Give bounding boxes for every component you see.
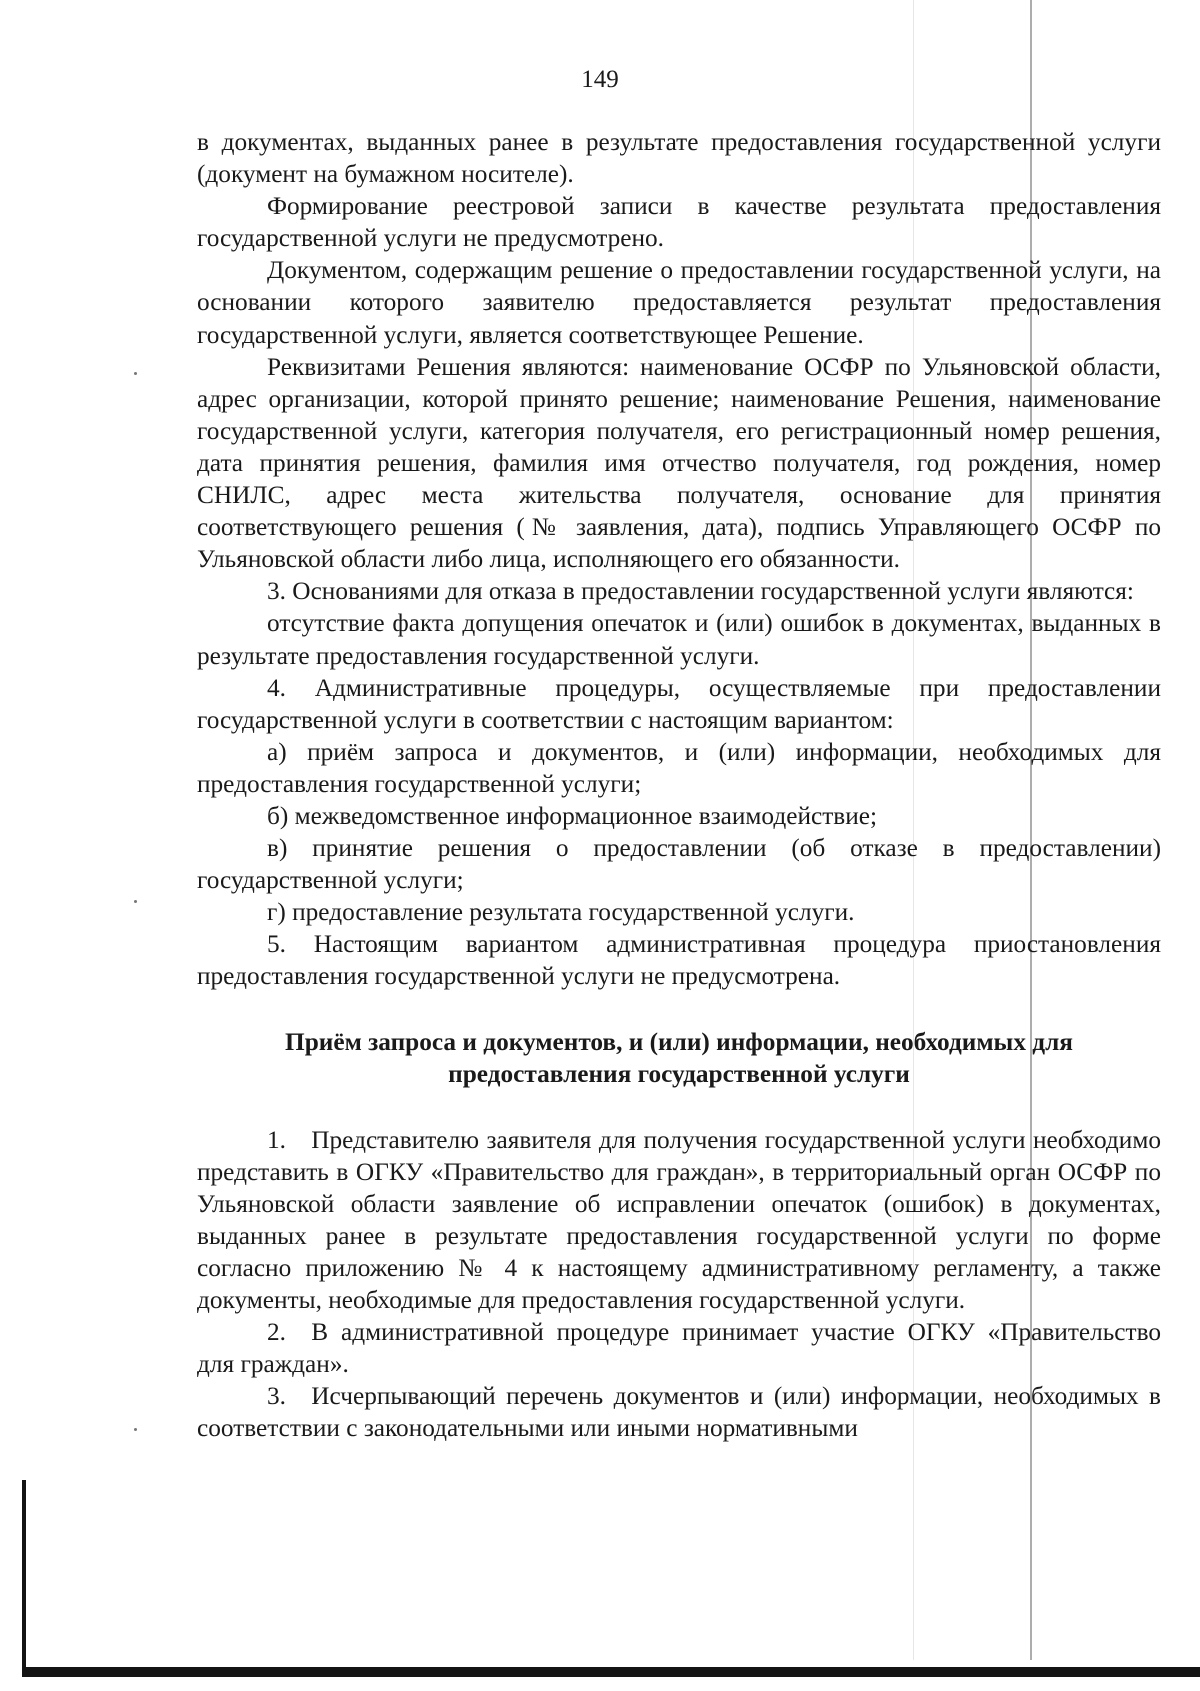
document-body bbox=[197, 126, 1161, 1444]
bottom-section bbox=[197, 1124, 1161, 1445]
paragraph: б) межведомственное информационное взаимодействие; bbox=[267, 801, 878, 830]
paragraph: Документом, содержащим решение о предоставлении государственной услуги, на основании которого заявителю предоставляется результат предоставления государственной услуги, является соответствующее Решение. bbox=[197, 256, 1161, 349]
paragraph: Формирование реестровой записи в качестве результата предоставления государственной услуги не предусмотрено. bbox=[197, 192, 1161, 253]
scan-edge-bottom bbox=[22, 1667, 1200, 1677]
paragraph: 3. Исчерпывающий перечень документов и (или) информации, необходимых в соответствии с законодательными или иными нормативными bbox=[197, 1382, 1161, 1443]
paragraph: 5. Настоящим вариантом административная процедура приостановления предоставления государственной услуги не предусмотрена. bbox=[197, 930, 1161, 991]
paragraph: Реквизитами Решения являются: наименование ОСФР по Ульяновской области, адрес организации, которой принято решение; наименование Решения, наименование государственной услуги, категория получателя, его регистрационный номер решения, дата принятия решения, фамилия имя отчество получателя, год рождения, номер СНИЛС, адрес места жительства получателя, основание для принятия соответствующего решения (№ заявления, дата), подпись Управляющего ОСФР по Ульяновской области либо лица, исполняющего его обязанности. bbox=[197, 352, 1161, 574]
section-heading bbox=[197, 1026, 1161, 1090]
paragraph: 1. Представителю заявителя для получения государственной услуги необходимо представить в ОГКУ «Правительство для граждан», в территориальный орган ОСФР по Ульяновской области заявление об исправлении опечаток (ошибок) в документах, выданных ранее в результате предоставления государственной услуги по форме согласно приложению № 4 к настоящему административному регламенту, а также документы, необходимые для предоставления государственной услуги. bbox=[197, 1125, 1161, 1314]
section-heading-line: Приём запроса и документов, и (или) информации, необходимых для bbox=[285, 1027, 1073, 1056]
page-number: 149 bbox=[581, 66, 619, 93]
section-heading-line: предоставления государственной услуги bbox=[448, 1059, 910, 1088]
paragraph: в документах, выданных ранее в результате предоставления государственной услуги (документ на бумажном носителе). bbox=[197, 128, 1161, 189]
paragraph: в) принятие решения о предоставлении (об отказе в предоставлении) государственной услуги; bbox=[197, 834, 1161, 895]
paragraph: 2. В административной процедуре принимает участие ОГКУ «Правительство для граждан». bbox=[197, 1318, 1161, 1379]
top-section bbox=[197, 126, 1161, 993]
paragraph: 4. Административные процедуры, осуществляемые при предоставлении государственной услуги в соответствии с настоящим вариантом: bbox=[197, 673, 1161, 734]
scan-speck bbox=[134, 372, 137, 375]
paragraph: а) приём запроса и документов, и (или) информации, необходимых для предоставления государственной услуги; bbox=[197, 737, 1161, 798]
paragraph: 3. Основаниями для отказа в предоставлении государственной услуги являются: bbox=[267, 577, 1134, 606]
scan-speck bbox=[134, 1428, 137, 1431]
paragraph: г) предоставление результата государственной услуги. bbox=[267, 898, 855, 927]
scan-edge-left bbox=[22, 1480, 26, 1675]
paragraph: отсутствие факта допущения опечаток и (или) ошибок в документах, выданных в результате предоставления государственной услуги. bbox=[197, 609, 1161, 670]
scan-speck bbox=[134, 900, 137, 903]
